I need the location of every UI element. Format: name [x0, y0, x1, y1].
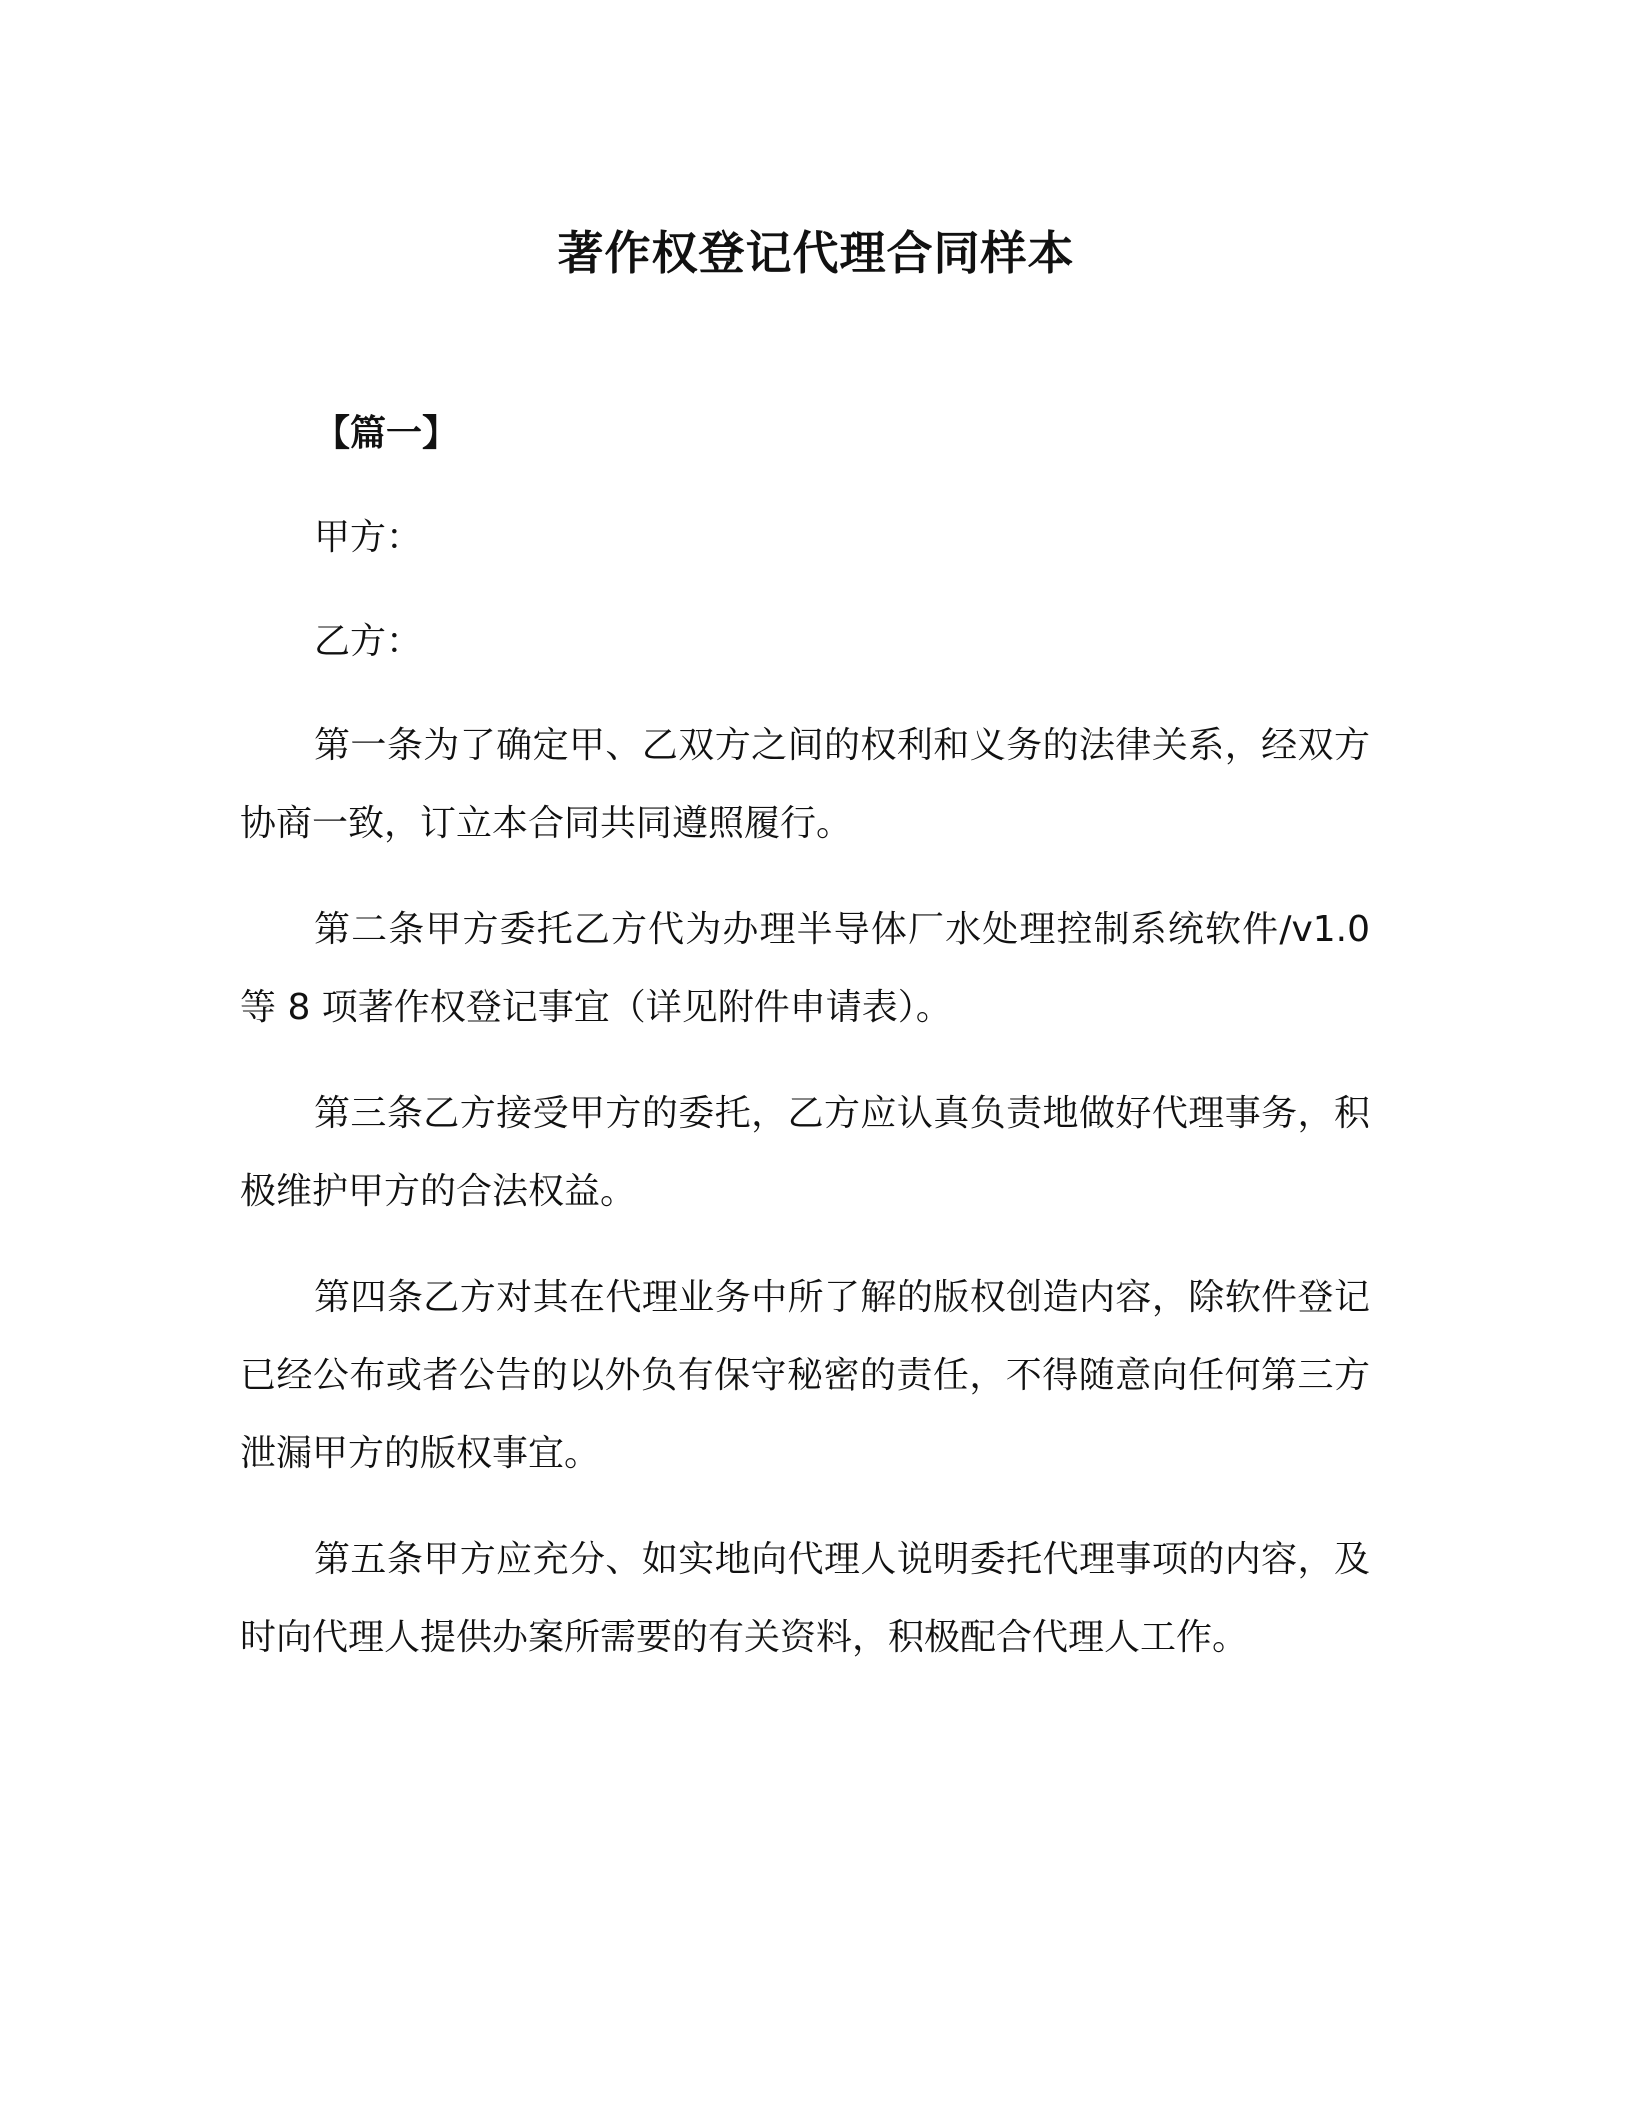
party-a-line: 甲方：	[314, 517, 423, 558]
document-body	[240, 395, 1370, 1705]
article-2: 第二条甲方委托乙方代为办理半导体厂水处理控制系统软件/v1.0等 8 项著作权登记事宜（详见附件申请表）。	[240, 909, 1370, 1028]
article-3: 第三条乙方接受甲方的委托，乙方应认真负责地做好代理事务，积极维护甲方的合法权益。	[240, 1093, 1370, 1212]
document-title: 著作权登记代理合同样本	[557, 226, 1075, 280]
party-b-line: 乙方：	[314, 621, 423, 662]
section-label: 【篇一】	[314, 413, 459, 454]
article-5: 第五条甲方应充分、如实地向代理人说明委托代理事项的内容，及时向代理人提供办案所需要的有关资料，积极配合代理人工作。	[240, 1539, 1370, 1658]
article-1: 第一条为了确定甲、乙双方之间的权利和义务的法律关系，经双方协商一致，订立本合同共同遵照履行。	[240, 725, 1370, 844]
article-4: 第四条乙方对其在代理业务中所了解的版权创造内容，除软件登记已经公布或者公告的以外负有保守秘密的责任，不得随意向任何第三方泄漏甲方的版权事宜。	[240, 1277, 1370, 1474]
